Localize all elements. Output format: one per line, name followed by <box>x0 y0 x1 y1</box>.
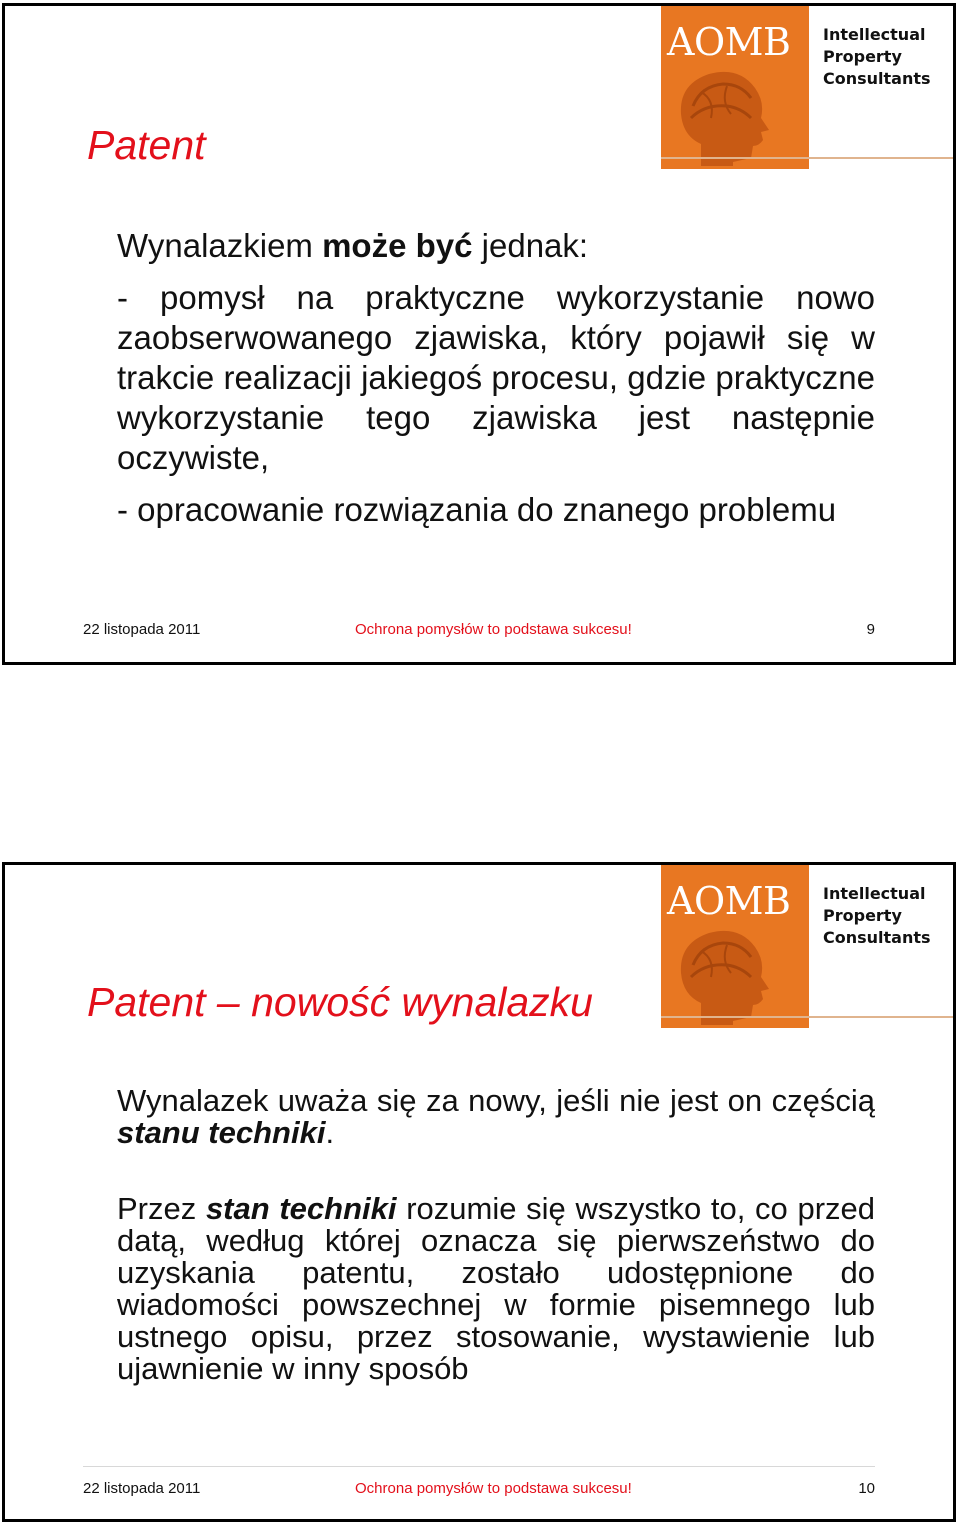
emphasis-text: stan techniki <box>205 1191 397 1226</box>
slide-body <box>117 1085 875 1385</box>
footer-slogan: Ochrona pomysłów to podstawa sukcesu! <box>355 621 632 638</box>
logo-orange-block <box>661 865 809 1028</box>
aomb-logo <box>661 865 953 1028</box>
footer-divider <box>83 1466 875 1467</box>
head-profile-icon <box>671 66 781 169</box>
logo-wordmark: AOMB <box>667 879 791 923</box>
bullet-paragraph: - opracowanie rozwiązania do znanego problemu <box>117 491 837 528</box>
footer-slogan: Ochrona pomysłów to podstawa sukcesu! <box>355 1480 632 1497</box>
page-number: 9 <box>866 621 875 638</box>
emphasis-text: stanu techniki <box>117 1115 326 1150</box>
slide-body <box>117 226 875 530</box>
logo-tagline: Intellectual Property Consultants <box>823 884 931 947</box>
head-profile-icon <box>671 925 781 1028</box>
logo-wordmark: AOMB <box>667 20 791 64</box>
aomb-logo <box>661 6 953 169</box>
bullet-paragraph: - pomysł na praktyczne wykorzystanie nowo zaobserwowanego zjawiska, który pojawił się w trakcie realizacji jakiegoś procesu, gdzie praktyczne wykorzystanie tego zjawiska jest następnie oczywiste, <box>117 279 875 476</box>
emphasis-text: może być <box>322 227 473 264</box>
footer-date: 22 listopada 2011 <box>83 1480 201 1497</box>
logo-tagline: Intellectual Property Consultants <box>823 25 931 88</box>
slide-title: Patent – nowość wynalazku <box>87 979 593 1025</box>
logo-divider <box>661 157 953 159</box>
intro-line: Wynalazkiem może być jednak: <box>117 227 589 264</box>
logo-orange-block <box>661 6 809 169</box>
definition-paragraph: Wynalazek uważa się za nowy, jeśli nie jest on częścią stanu techniki. <box>117 1083 875 1150</box>
logo-divider <box>661 1016 953 1018</box>
page-number: 10 <box>858 1480 875 1497</box>
footer-date: 22 listopada 2011 <box>83 621 201 638</box>
slide-10 <box>2 862 956 1522</box>
slide-9 <box>2 3 956 665</box>
definition-paragraph: Przez stan techniki rozumie się wszystko to, co przed datą, według której oznacza się pierwszeństwo do uzyskania patentu, zostało udostępnione do wiadomości powszechnej w formie pisemnego lub ustnego opisu, przez stosowanie, wystawienie lub ujawnienie w inny sposób <box>117 1191 876 1386</box>
slide-title: Patent <box>87 122 206 168</box>
